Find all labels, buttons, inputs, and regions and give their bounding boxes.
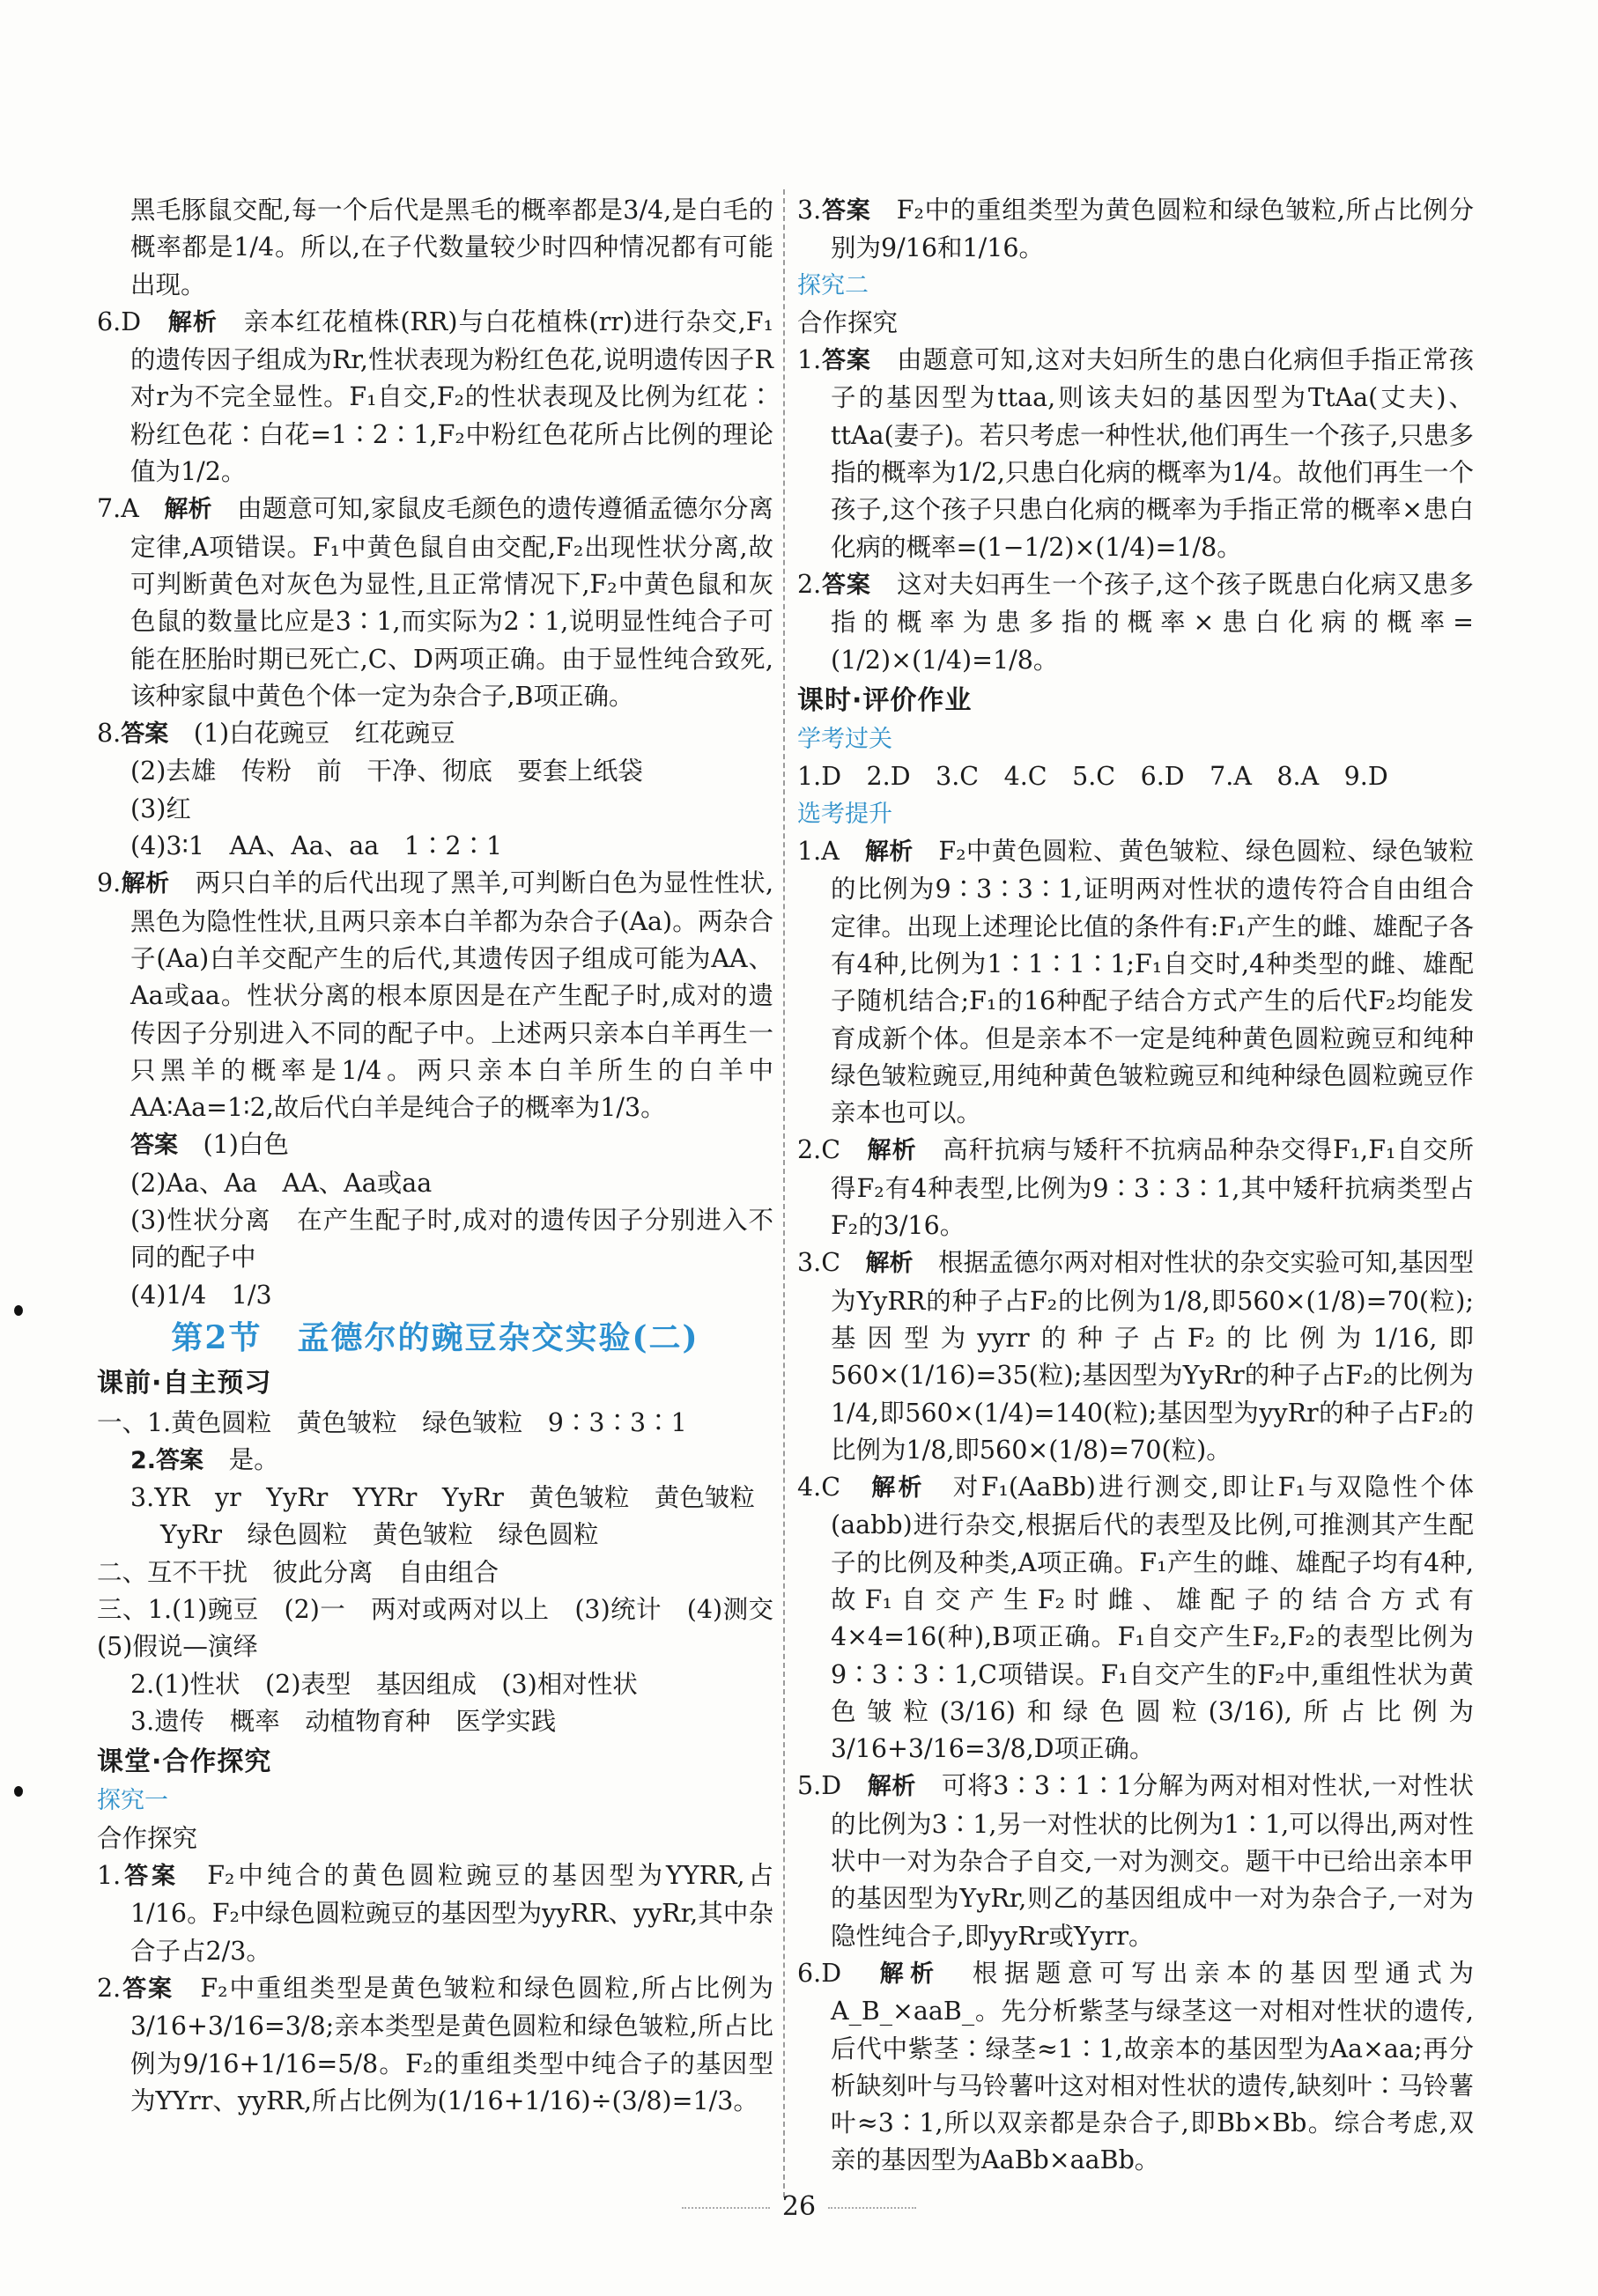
heading-classroom: 课堂·合作探究	[97, 1746, 272, 1778]
question-8: 8.答案 (1)白花豌豆 红花豌豆	[97, 719, 455, 749]
paragraph-continuation: 黑毛豚鼠交配,每一个后代是黑毛的概率都是3/4,是白毛的概率都是1/4。所以,在子代数量较少时四种情况都有可能出现。	[130, 196, 773, 299]
advanced-question-4: 4.C 解析 对F₁(AaBb)进行测交,即让F₁与双隐性个体(aabb)进行杂交,根据后代的表型及比例,可推测其产生配子的比例及种类,A项正确。F₁产生的雌、雄配子均有4种,故F₁自交产生F₂时雌、雄配子的结合方式有4×4=16(种),B项正确。F₁自交产生F₂,F₂的表型比例为9∶3∶3∶1,C项错误。F₁自交产生的F₂中,重组性状为黄色皱粒(3/16)和绿色圆粒(3/16),所占比例为3/16+3/16=3/8,D项正确。	[797, 1473, 1474, 1764]
subheading-cooperate: 合作探究	[797, 307, 899, 337]
footer-rule	[828, 2207, 916, 2209]
preview-item: 二、互不干扰 彼此分离 自由组合	[97, 1557, 499, 1587]
preview-item: 3.遗传 概率 动植物育种 医学实践	[130, 1706, 557, 1736]
question-9-answer: 答案 (1)白色	[130, 1130, 289, 1160]
right-column	[797, 192, 1474, 2180]
advanced-question-5: 5.D 解析 可将3∶3∶1∶1分解为两对相对性状,一对性状的比例为3∶1,另一对性状的比例为1∶1,可以得出,两对性状中一对为杂合子自交,一对为测交。题干中已给出亲本甲的基因型为YyRr,则乙的基因组成中一对为杂合子,一对为隐性纯合子,即yyRr或Yyrr。	[797, 1771, 1474, 1951]
heading-preview: 课前·自主预习	[97, 1368, 272, 1399]
page-number: 26	[781, 2191, 817, 2222]
section-title: 第2节 孟德尔的豌豆杂交实验(二)	[171, 1318, 699, 1356]
margin-mark	[14, 1786, 23, 1797]
advanced-question-2: 2.C 解析 高秆抗病与矮秆不抗病品种杂交得F₁,F₁自交所得F₂有4种表型,比例为9∶3∶3∶1,其中矮秆抗病类型占F₂的3/16。	[797, 1135, 1474, 1241]
subheading-explore-2: 探究二	[797, 271, 869, 299]
column-divider	[783, 189, 785, 2197]
preview-item: 三、1.(1)豌豆 (2)一 两对或两对以上 (3)统计 (4)测交 (5)假说—演绎	[97, 1594, 799, 1662]
preview-item: 一、1.黄色圆粒 黄色皱粒 绿色皱粒 9∶3∶3∶1	[97, 1407, 687, 1437]
question-8-line: (4)3∶1 AA、Aa、aa 1∶2∶1	[130, 831, 503, 861]
question-9-line: (2)Aa、Aa AA、Aa或aa	[130, 1168, 433, 1198]
explore-1-answer-3: 3.答案 F₂中的重组类型为黄色圆粒和绿色皱粒,所占比例分别为9/16和1/16。	[797, 196, 1475, 263]
question-8-line: (3)红	[130, 794, 191, 823]
subheading-explore-1: 探究一	[97, 1787, 168, 1815]
basic-answers: 1.D 2.D 3.C 4.C 5.C 6.D 7.A 8.A 9.D	[797, 762, 1388, 792]
explore-2-answer-1: 1.答案 由题意可知,这对夫妇所生的患白化病但手指正常孩子的基因型为ttaa,则该夫妇的基因型为TtAa(丈夫)、ttAa(妻子)。若只考虑一种性状,他们再生一个孩子,只患多指的概率为1/2,只患白化病的概率为1/4。故他们再生一个孩子,这个孩子只患白化病的概率为手指正常的概率×患白化病的概率=(1−1/2)×(1/4)=1/8。	[797, 345, 1475, 562]
left-column	[97, 192, 799, 2120]
advanced-question-3: 3.C 解析 根据孟德尔两对相对性状的杂交实验可知,基因型为YyRR的种子占F₂的比例为1/8,即560×(1/8)=70(粒);基因型为yyrr的种子占F₂的比例为1/16,即560×(1/16)=35(粒);基因型为YyRr的种子占F₂的比例为1/4,即560×(1/4)=140(粒);基因型为yyRr的种子占F₂的比例为1/8,即560×(1/8)=70(粒)。	[797, 1248, 1474, 1465]
subheading-basic: 学考过关	[797, 726, 892, 754]
question-9: 9.解析 两只白羊的后代出现了黑羊,可判断白色为显性性状,黑色为隐性性状,且两只亲本白羊都为杂合子(Aa)。两杂合子(Aa)白羊交配产生的后代,其遗传因子组成可能为AA、Aa或aa。性状分离的根本原因是在产生配子时,成对的遗传因子分别进入不同的配子中。上述两只亲本白羊再生一只黑羊的概率是1/4。两只亲本白羊所生的白羊中AA∶Aa=1∶2,故后代白羊是纯合子的概率为1/3。	[97, 868, 773, 1123]
preview-item: YyRr 绿色圆粒 黄色皱粒 绿色圆粒	[160, 1520, 599, 1550]
preview-item: 2.答案 是。	[130, 1444, 279, 1474]
heading-homework: 课时·评价作业	[797, 684, 973, 716]
question-7: 7.A 解析 由题意可知,家鼠皮毛颜色的遗传遵循孟德尔分离定律,A项错误。F₁中黄色鼠自由交配,F₂出现性状分离,故可判断黄色对灰色为显性,且正常情况下,F₂中黄色鼠和灰色鼠的数量比应是3∶1,而实际为2∶1,说明显性纯合子可能在胚胎时期已死亡,C、D两项正确。由于显性纯合致死,该种家鼠中黄色个体一定为杂合子,B项正确。	[97, 494, 773, 711]
explore-1-answer-2: 2.答案 F₂中重组类型是黄色皱粒和绿色圆粒,所占比例为3/16+3/16=3/8;亲本类型是黄色圆粒和绿色皱粒,所占比例为9/16+1/16=5/8。F₂的重组类型中纯合子的基因型为YYrr、yyRR,所占比例为(1/16+1/16)÷(3/8)=1/3。	[97, 1973, 773, 2115]
explore-2-answer-2: 2.答案 这对夫妇再生一个孩子,这个孩子既患白化病又患多指的概率为患多指的概率×患白化病的概率=(1/2)×(1/4)=1/8。	[797, 569, 1475, 675]
advanced-question-1: 1.A 解析 F₂中黄色圆粒、黄色皱粒、绿色圆粒、绿色皱粒的比例为9∶3∶3∶1,证明两对性状的遗传符合自由组合定律。出现上述理论比值的条件有:F₁产生的雌、雄配子各有4种,比例为1∶1∶1∶1;F₁自交时,4种类型的雌、雄配子随机结合;F₁的16种配子结合方式产生的后代F₂均能发育成新个体。但是亲本不一定是纯种黄色圆粒豌豆和纯种绿色皱粒豌豆,用纯种黄色皱粒豌豆和纯种绿色圆粒豌豆作亲本也可以。	[797, 837, 1474, 1128]
question-6: 6.D 解析 亲本红花植株(RR)与白花植株(rr)进行杂交,F₁的遗传因子组成为Rr,性状表现为粉红色花,说明遗传因子R对r为不完全显性。F₁自交,F₂的性状表现及比例为红花∶粉红色花∶白花=1∶2∶1,F₂中粉红色花所占比例的理论值为1/2。	[97, 306, 773, 487]
footer-rule	[682, 2207, 770, 2209]
page-footer	[0, 2191, 1598, 2222]
subheading-advanced: 选考提升	[797, 800, 892, 828]
question-8-line: (2)去雄 传粉 前 干净、彻底 要套上纸袋	[130, 757, 643, 786]
explore-1-answer-1: 1.答案 F₂中纯合的黄色圆粒豌豆的基因型为YYRR,占1/16。F₂中绿色圆粒豌豆的基因型为yyRR、yyRr,其中杂合子占2/3。	[97, 1861, 773, 1966]
advanced-question-6: 6.D 解析 根据题意可写出亲本的基因型通式为A_B_×aaB_。先分析紫茎与绿茎这一对相对性状的遗传,后代中紫茎∶绿茎≈1∶1,故亲本的基因型为Aa×aa;再分析缺刻叶与马铃薯叶这对相对性状的遗传,缺刻叶∶马铃薯叶≈3∶1,所以双亲都是杂合子,即Bb×Bb。综合考虑,双亲的基因型为AaBb×aaBb。	[797, 1958, 1474, 2175]
question-9-line: (4)1/4 1/3	[130, 1280, 272, 1310]
preview-item: 3.YR yr YyRr YYRr YyRr 黄色皱粒 黄色皱粒	[130, 1483, 755, 1513]
preview-item: 2.(1)性状 (2)表型 基因组成 (3)相对性状	[130, 1669, 638, 1699]
question-9-line: (3)性状分离 在产生配子时,成对的遗传因子分别进入不同的配子中	[130, 1206, 773, 1273]
subheading-cooperate: 合作探究	[97, 1823, 198, 1853]
margin-mark	[14, 1305, 23, 1316]
